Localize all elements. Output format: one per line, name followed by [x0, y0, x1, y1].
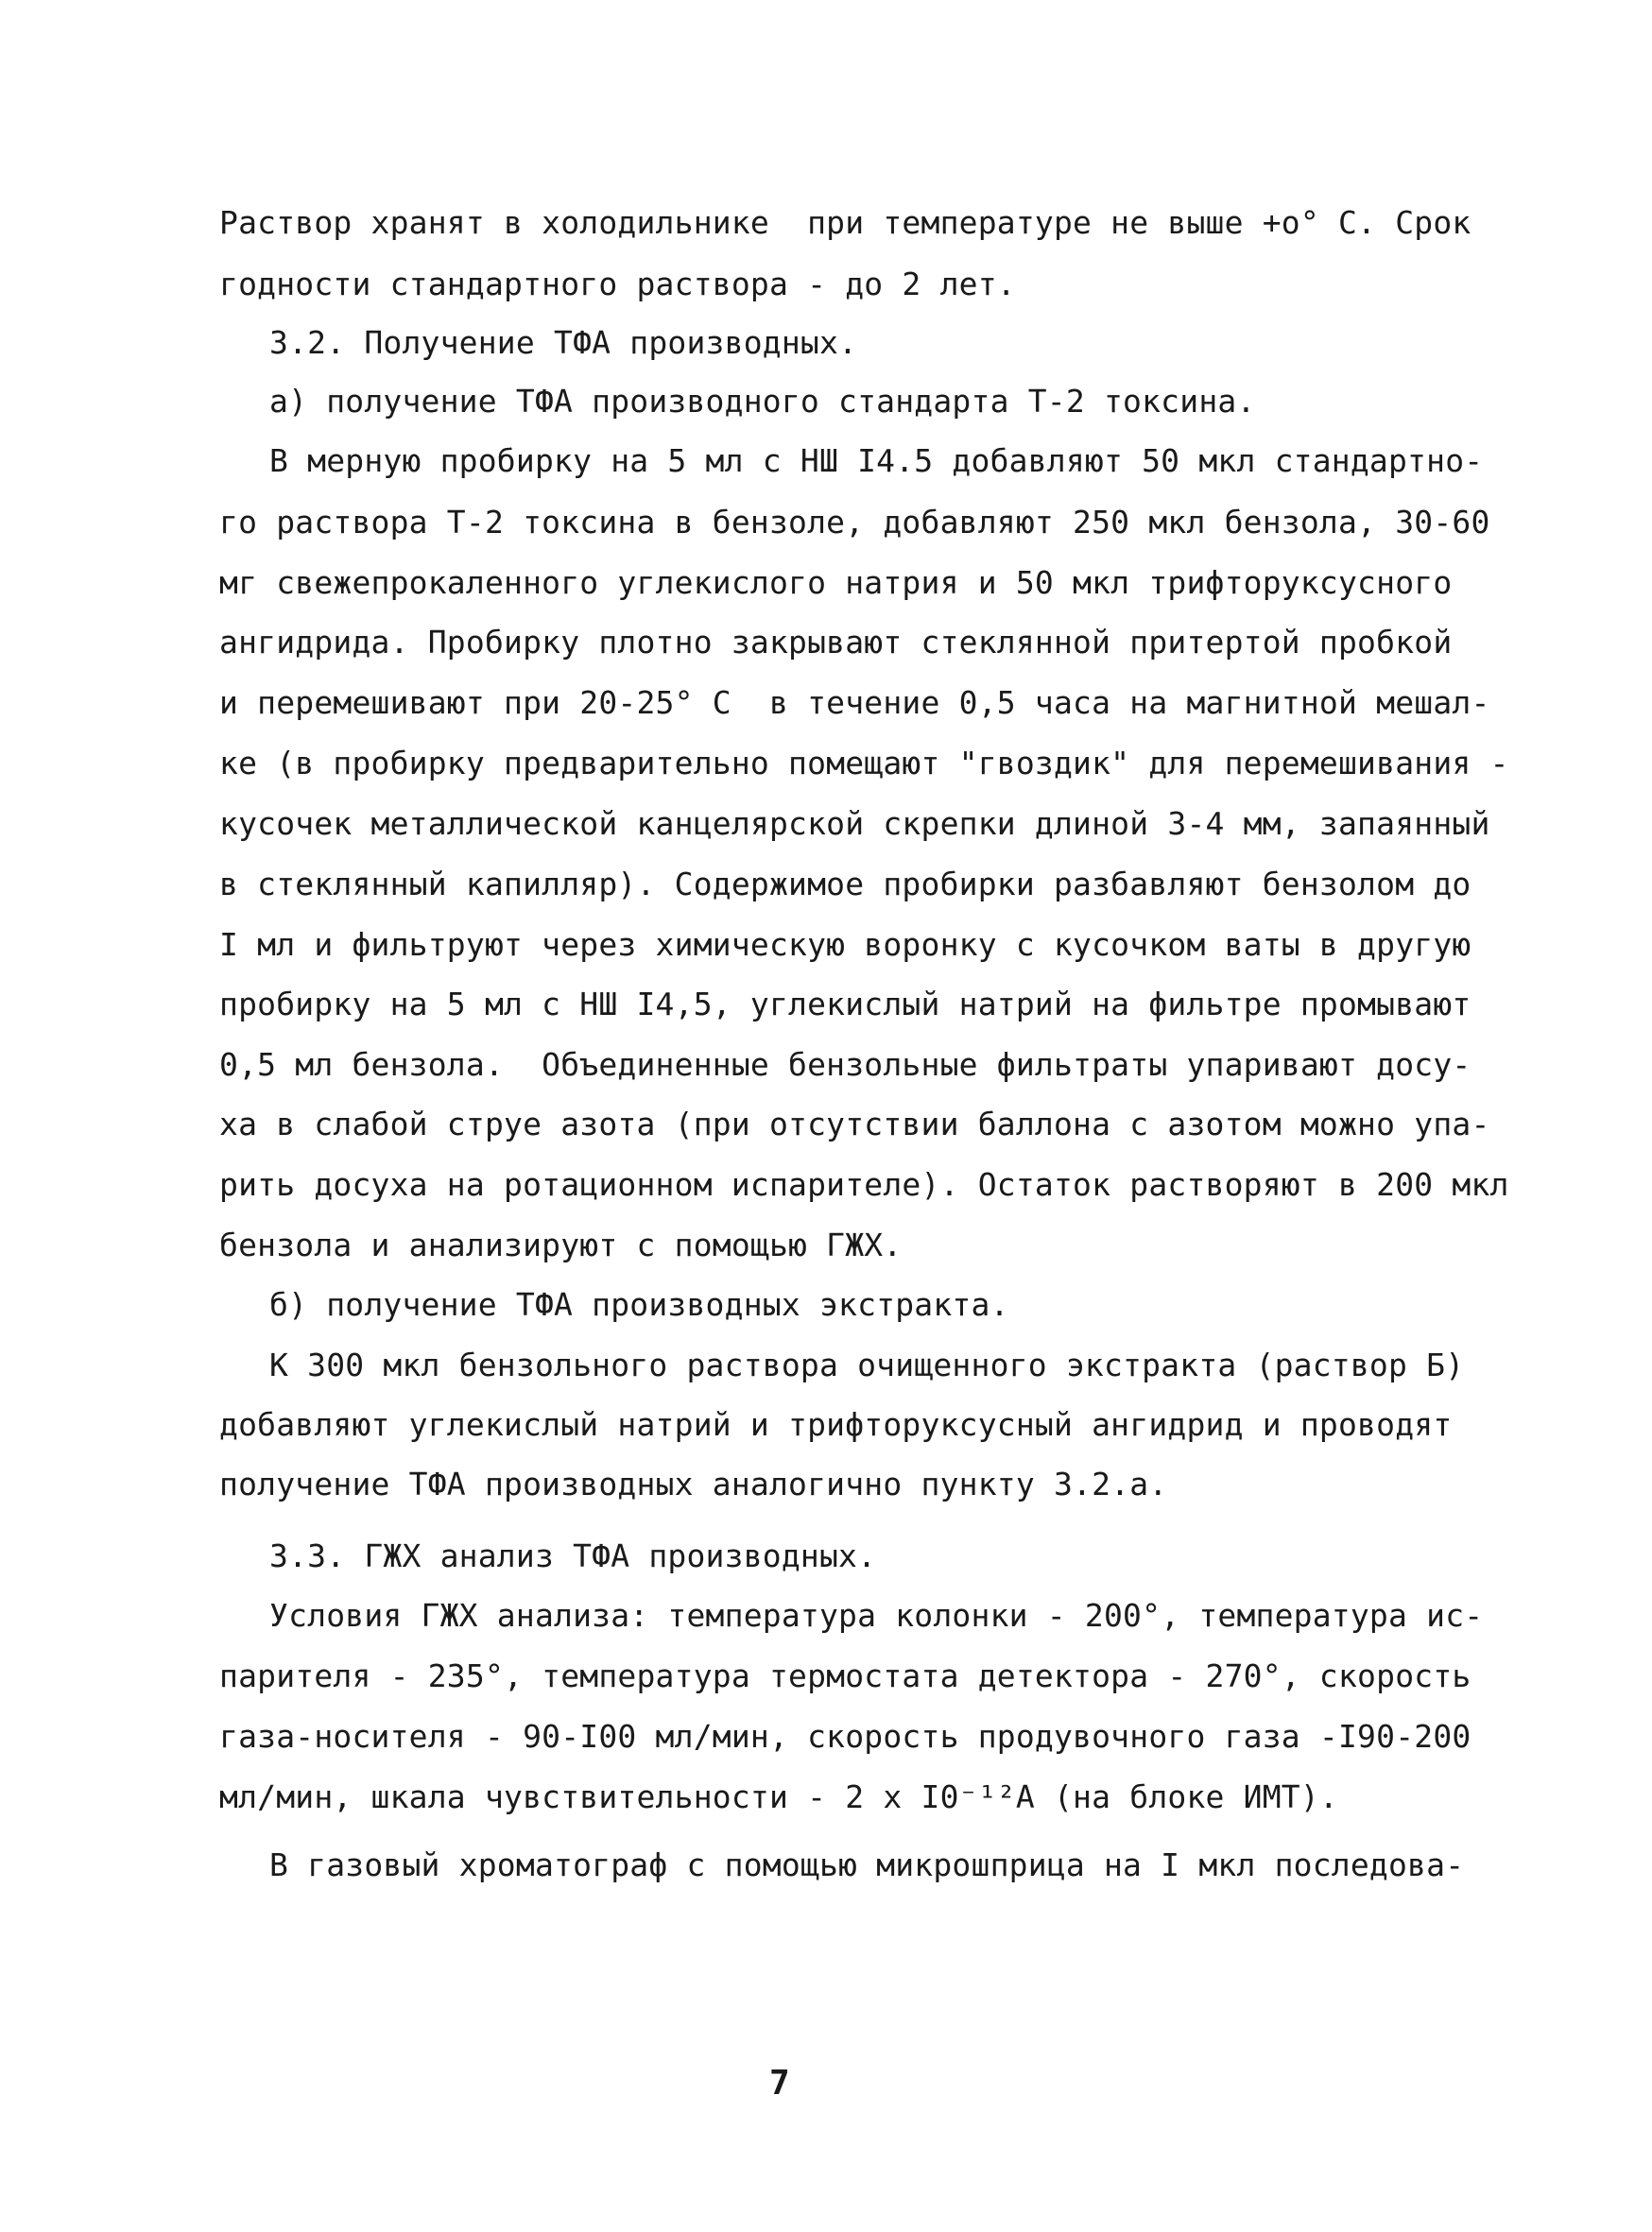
text-line: ангидрида. Пробирку плотно закрывают стеклянной притертой пробкой [219, 624, 1453, 661]
section-heading: 3.2. Получение ТФА производных. [269, 324, 858, 361]
text-line: в стеклянный капилляр). Содержимое пробирки разбавляют бензолом до [219, 866, 1471, 902]
text-line: и перемешивают при 20-25° С в течение 0,5 часа на магнитной мешал- [219, 684, 1490, 721]
text-line: рить досуха на ротационном испарителе). Остаток растворяют в 200 мкл [219, 1166, 1509, 1203]
text-line: Условия ГЖХ анализа: температура колонки - 200°, температура ис- [269, 1597, 1484, 1634]
text-line: пробирку на 5 мл с НШ I4,5, углекислый натрий на фильтре промывают [219, 986, 1471, 1022]
text-line: 0,5 мл бензола. Объединенные бензольные фильтраты упаривают досу- [219, 1046, 1471, 1083]
text-line: мг свежепрокаленного углекислого натрия и 50 мкл трифторуксусного [219, 564, 1453, 601]
text-line: газа-носителя - 90-I00 мл/мин, скорость продувочного газа -I90-200 [219, 1718, 1471, 1755]
text-line: I мл и фильтруют через химическую воронку с кусочком ваты в другую [219, 926, 1471, 963]
text-line: годности стандартного раствора - до 2 лет. [219, 266, 1016, 302]
subsection-heading: б) получение ТФА производных экстракта. [269, 1286, 1009, 1323]
text-line: В мерную пробирку на 5 мл с НШ I4.5 добавляют 50 мкл стандартно- [269, 442, 1484, 479]
text-line: Раствор хранят в холодильнике при температуре не выше +о° С. Срок [219, 204, 1471, 241]
text-line: В газовый хроматограф с помощью микрошприца на I мкл последова- [269, 1846, 1465, 1883]
text-line: мл/мин, шкала чувствительности - 2 х I0⁻¹²А (на блоке ИМТ). [219, 1778, 1338, 1815]
text-line: ха в слабой струе азота (при отсутствии баллона с азотом можно упа- [219, 1106, 1490, 1142]
text-line: го раствора Т-2 токсина в бензоле, добавляют 250 мкл бензола, 30-60 [219, 504, 1490, 541]
page-number: 7 [769, 2064, 790, 2103]
text-line: получение ТФА производных аналогично пункту 3.2.а. [219, 1466, 1168, 1502]
text-line: кусочек металлической канцелярской скрепки длиной 3-4 мм, запаянный [219, 805, 1490, 842]
section-heading: 3.3. ГЖХ анализ ТФА производных. [269, 1537, 877, 1574]
text-line: бензола и анализируют с помощью ГЖХ. [219, 1227, 903, 1263]
text-line: К 300 мкл бензольного раствора очищенного экстракта (раствор Б) [269, 1347, 1465, 1383]
text-line: ке (в пробирку предварительно помещают "гвоздик" для перемешивания - [219, 745, 1509, 781]
text-line: добавляют углекислый натрий и трифторуксусный ангидрид и проводят [219, 1406, 1453, 1443]
subsection-heading: а) получение ТФА производного стандарта Т-2 токсина. [269, 383, 1256, 420]
text-line: парителя - 235°, температура термостата детектора - 270°, скорость [219, 1657, 1471, 1694]
